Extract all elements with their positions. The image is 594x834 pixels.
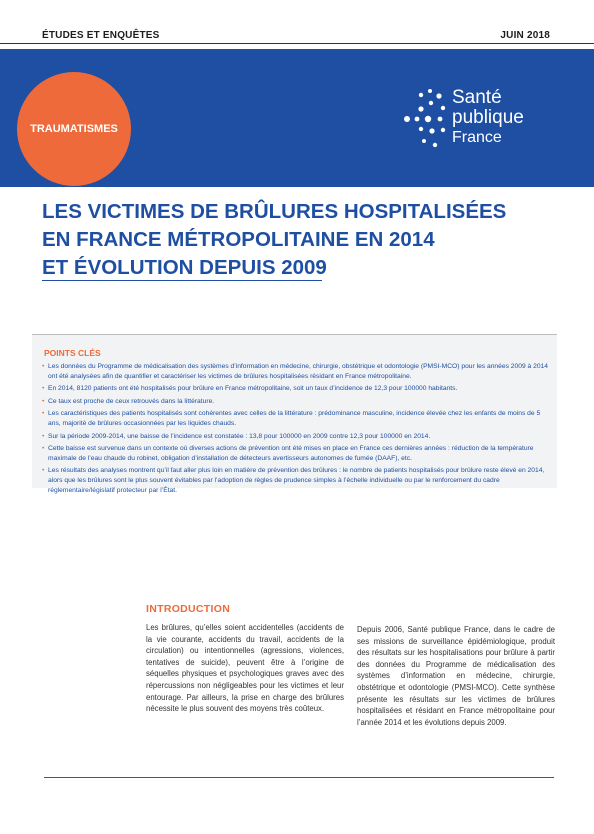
introduction-column-2: Depuis 2006, Santé publique France, dans le cadre de ses missions de surveillance épidémiologique, produit des résultats sur les hospitalisations pour brûlure à partir des données du Programme de médicalisation des systèmes d’information en médecine, chirurgie, obstétrique et odontologie (PMSI-MCO). Cette synthèse présente les résultats sur les victimes de brûlures hospitalisées et résidant en France métropolitaine pour l’année 2014 et les évolutions depuis 2009.: [357, 625, 555, 727]
title-line-1: LES VICTIMES DE BRÛLURES HOSPITALISÉES: [42, 200, 507, 223]
key-points-title: POINTS CLÉS: [44, 348, 101, 358]
key-point-item: • En 2014, 8120 patients ont été hospitalisés pour brûlure en France métropolitaine, soit un taux d’incidence de 12,3 pour 100000 habitants.: [42, 384, 552, 394]
logo-line-2: publique: [452, 107, 524, 128]
key-point-item: • Cette baisse est survenue dans un contexte où diverses actions de prévention ont été mises en place en France ces dernières années : réduction de la température maximale de l’eau chaude du robinet, obligation d’installation de détecteurs avertisseurs autonomes de fumée (DAAF), etc.: [42, 444, 552, 463]
series-label: ÉTUDES ET ENQUÊTES: [42, 30, 160, 41]
title-line-2: EN FRANCE MÉTROPOLITAINE EN 2014: [42, 228, 435, 251]
key-points-list: [42, 362, 552, 498]
logo-line-3: France: [452, 129, 502, 146]
document-title: [42, 198, 512, 282]
key-point-item: • Les caractéristiques des patients hospitalisés sont cohérentes avec celles de la littérature : prédominance masculine, incidence élevée chez les enfants de moins de 5 ans, majorité de brûlures occasionnées par les liquides chauds.: [42, 409, 552, 428]
header-divider: [0, 43, 594, 44]
publication-date: JUIN 2018: [500, 30, 550, 41]
logo-dots-icon: [402, 86, 450, 152]
title-underline: [42, 280, 322, 281]
logo-line-1: Santé: [452, 87, 502, 108]
key-point-item: • Les données du Programme de médicalisation des systèmes d’information en médecine, chirurgie, obstétrique et odontologie (PMSI-MCO) pour les années 2009 à 2014 ont été analysées afin de quantifier et caractériser les victimes de brûlures hospitalisées résidant en France métropolitaine.: [42, 362, 552, 381]
logo-wordmark: [452, 88, 524, 148]
key-point-item: • Sur la période 2009-2014, une baisse de l’incidence est constatée : 13,8 pour 100000 en 2009 contre 12,3 pour 100000 en 2014.: [42, 432, 552, 442]
introduction-column-1: Les brûlures, qu’elles soient accidentelles (accidents de la vie courante, accidents du travail, accidents de la circulation) ou intentionnelles (agressions, violences, tentatives de suicide), peuvent être à l’origine de séquelles physiques et psychologiques graves avec des répercussions non négligeables pour les victimes et leur entourage. Par ailleurs, la prise en charge des brûlures nécessite le plus souvent des moyens très coûteux.: [146, 623, 344, 714]
introduction-heading: INTRODUCTION: [146, 603, 231, 615]
key-point-item: • Les résultats des analyses montrent qu’il faut aller plus loin en matière de prévention des brûlures : le nombre de patients hospitalisés pour brûlure reste élevé en 2014, alors que les brûlures sont le plus souvent évitables par l’adoption de règles de prudence simples à l’échelle individuelle ou par le renforcement du cadre réglementaire/législatif protecteur par l’État.: [42, 466, 552, 495]
footer-divider: [44, 777, 554, 778]
title-line-3: ET ÉVOLUTION DEPUIS 2009: [42, 256, 327, 279]
topic-badge-label: TRAUMATISMES: [30, 123, 118, 135]
sante-publique-france-logo: [402, 86, 562, 152]
key-point-item: • Ce taux est proche de ceux retrouvés dans la littérature.: [42, 397, 552, 407]
topic-badge: [17, 72, 131, 186]
